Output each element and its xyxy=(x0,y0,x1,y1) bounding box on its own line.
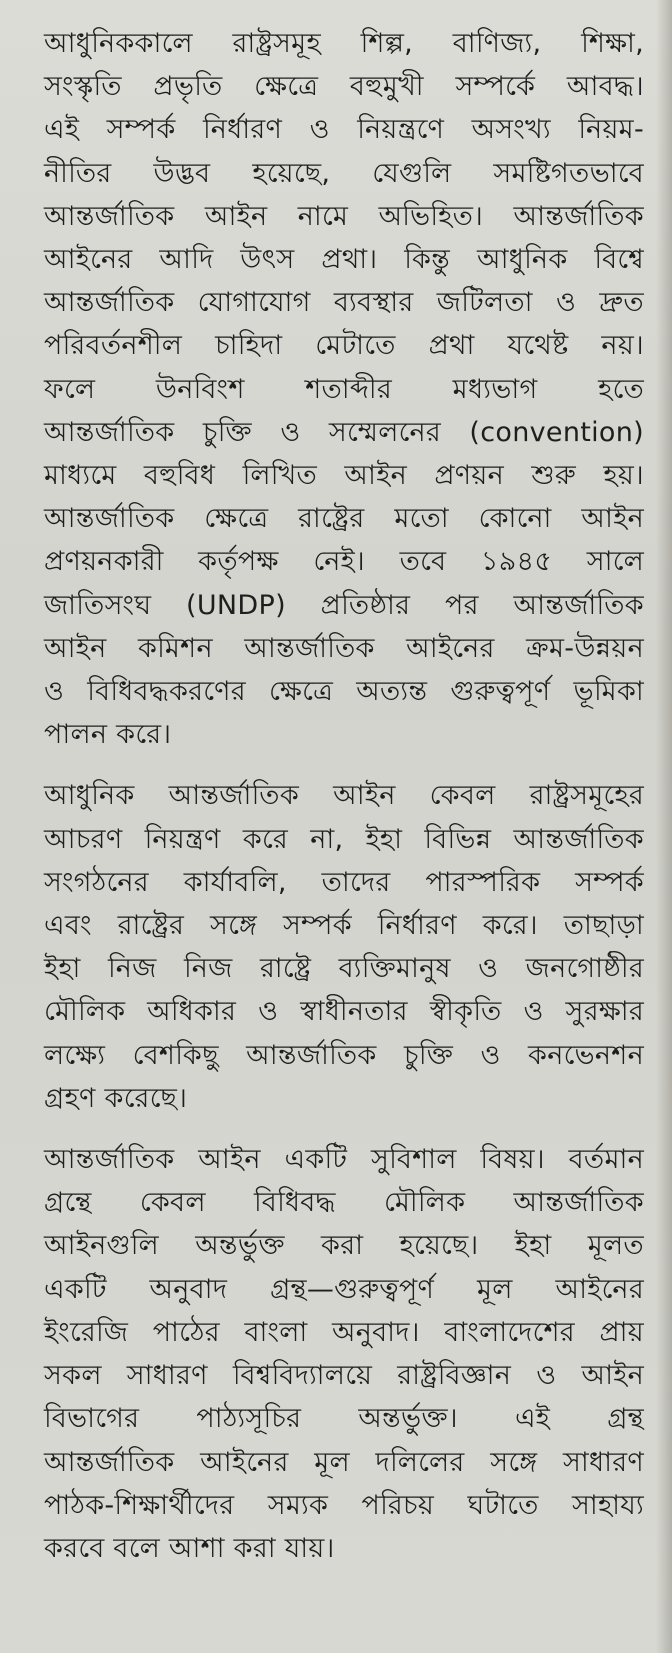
text-line: আন্তর্জাতিক চুক্তি ও সম্মেলনের (convention) xyxy=(44,416,644,448)
text-line: পরিবর্তনশীল চাহিদা মেটাতে প্রথা যথেষ্ট নয়। xyxy=(44,330,644,362)
text-line: আন্তর্জাতিক আইন নামে অভিহিত। আন্তর্জাতিক xyxy=(44,200,644,232)
text-line: ইহা নিজ নিজ রাষ্ট্রে ব্যক্তিমানুষ ও জনগোষ্ঠীর xyxy=(44,953,644,985)
text-line: সংগঠনের কার্যাবলি, তাদের পারস্পরিক সম্পর্ক xyxy=(44,866,644,898)
text-line: আন্তর্জাতিক আইন একটি সুবিশাল বিষয়। বর্তমান xyxy=(44,1144,644,1176)
paragraph-1 xyxy=(44,22,662,756)
text-line: এবং রাষ্ট্রের সঙ্গে সম্পর্ক নির্ধারণ করে। তাছাড়া xyxy=(44,910,644,942)
text-line: এই সম্পর্ক নির্ধারণ ও নিয়ন্ত্রণে অসংখ্য নিয়ম- xyxy=(44,114,644,146)
text-line: আইনের আদি উৎস প্রথা। কিন্তু আধুনিক বিশ্বে xyxy=(44,244,644,276)
text-line: গ্রন্থে কেবল বিধিবদ্ধ মৌলিক আন্তর্জাতিক xyxy=(44,1187,644,1219)
text-line: ফলে উনবিংশ শতাব্দীর মধ্যভাগ হতে xyxy=(44,373,644,405)
text-line: নীতির উদ্ভব হয়েছে, যেগুলি সমষ্টিগতভাবে xyxy=(44,157,644,189)
text-line: আধুনিককালে রাষ্ট্রসমূহ শিল্প, বাণিজ্য, শিক্ষা, xyxy=(44,28,644,59)
text-line: মাধ্যমে বহুবিধ লিখিত আইন প্রণয়ন শুরু হয়। xyxy=(44,460,644,492)
text-line: আইনগুলি অন্তর্ভুক্ত করা হয়েছে। ইহা মূলত xyxy=(44,1230,644,1262)
text-line: প্রণয়নকারী কর্তৃপক্ষ নেই। তবে ১৯৪৫ সালে xyxy=(44,546,644,578)
text-line: বিভাগের পাঠ্যসূচির অন্তর্ভুক্ত। এই গ্রন্থ xyxy=(44,1403,644,1435)
paragraph-2 xyxy=(44,774,662,1120)
text-line: একটি অনুবাদ গ্রন্থ—গুরুত্বপূর্ণ মূল আইনের xyxy=(44,1273,644,1305)
text-line: করবে বলে আশা করা যায়। xyxy=(44,1532,335,1564)
text-line: পালন করে। xyxy=(44,719,172,751)
text-line: আন্তর্জাতিক যোগাযোগ ব্যবস্থার জটিলতা ও দ্রুত xyxy=(44,287,644,319)
text-line: গ্রহণ করেছে। xyxy=(44,1082,188,1114)
text-line: মৌলিক অধিকার ও স্বাধীনতার স্বীকৃতি ও সুরক্ষার xyxy=(44,996,644,1028)
text-line: আন্তর্জাতিক আইনের মূল দলিলের সঙ্গে সাধারণ xyxy=(44,1446,644,1478)
document-body xyxy=(44,22,662,1570)
text-line: পাঠক-শিক্ষার্থীদের সম্যক পরিচয় ঘটাতে সাহায্য xyxy=(44,1489,644,1521)
text-line: সকল সাধারণ বিশ্ববিদ্যালয়ে রাষ্ট্রবিজ্ঞান ও আইন xyxy=(44,1360,644,1392)
paragraph-3 xyxy=(44,1138,662,1570)
text-line: আধুনিক আন্তর্জাতিক আইন কেবল রাষ্ট্রসমূহের xyxy=(44,780,644,812)
text-line: আইন কমিশন আন্তর্জাতিক আইনের ক্রম-উন্নয়ন xyxy=(44,632,644,664)
text-line: সংস্কৃতি প্রভৃতি ক্ষেত্রে বহুমুখী সম্পর্কে আবদ্ধ। xyxy=(44,71,644,103)
text-line: লক্ষ্যে বেশকিছু আন্তর্জাতিক চুক্তি ও কনভেনশন xyxy=(44,1039,644,1071)
text-line: ও বিধিবদ্ধকরণের ক্ষেত্রে অত্যন্ত গুরুত্বপূর্ণ ভূমিকা xyxy=(44,676,644,708)
text-line: আন্তর্জাতিক ক্ষেত্রে রাষ্ট্রের মতো কোনো আইন xyxy=(44,503,644,535)
text-line: জাতিসংঘ (UNDP) প্রতিষ্ঠার পর আন্তর্জাতিক xyxy=(44,589,644,621)
text-line: ইংরেজি পাঠের বাংলা অনুবাদ। বাংলাদেশের প্রায় xyxy=(44,1316,644,1348)
text-line: আচরণ নিয়ন্ত্রণ করে না, ইহা বিভিন্ন আন্তর্জাতিক xyxy=(44,823,644,855)
